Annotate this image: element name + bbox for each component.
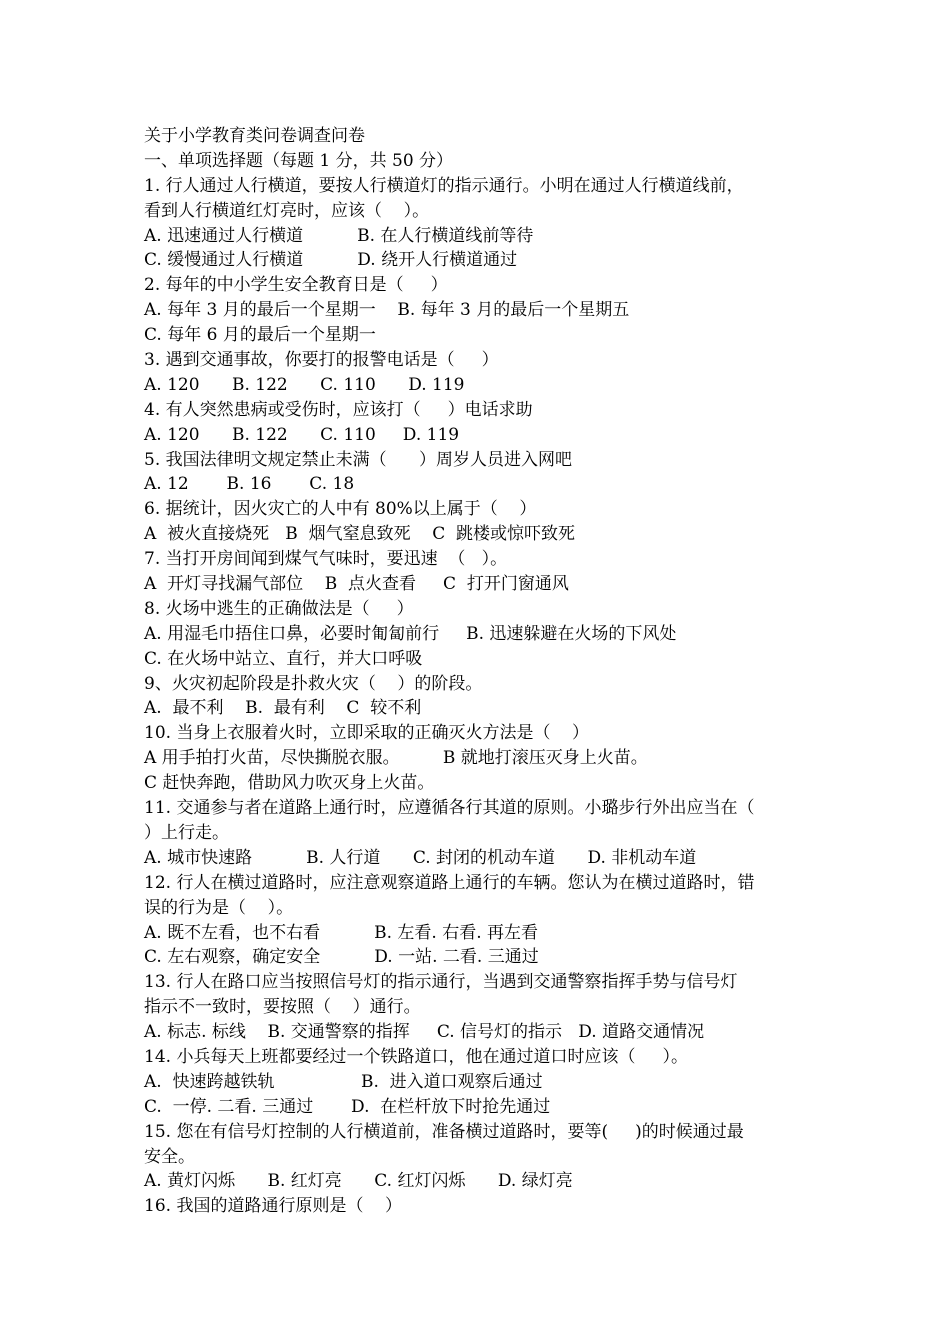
question-12-line-1: 12. 行人在横过道路时，应注意观察道路上通行的车辆。您认为在横过道路时，错 [144, 872, 755, 893]
question-9: 9、火灾初起阶段是扑救火灾（ ）的阶段。 [144, 673, 483, 694]
question-15-options: A. 黄灯闪烁 B. 红灯亮 C. 红灯闪烁 D. 绿灯亮 [144, 1171, 573, 1192]
question-3: 3. 遇到交通事故，你要打的报警电话是（ ） [144, 350, 499, 371]
question-6: 6. 据统计，因火灾亡的人中有 80%以上属于（ ） [144, 499, 537, 520]
question-12-line-2: 误的行为是（ ）。 [144, 897, 294, 918]
question-13-line-1: 13. 行人在路口应当按照信号灯的指示通行，当遇到交通警察指挥手势与信号灯 [144, 972, 738, 993]
question-5-options: A. 12 B. 16 C. 18 [144, 474, 355, 495]
question-6-options: A 被火直接烧死 B 烟气窒息致死 C 跳楼或惊吓致死 [144, 524, 576, 545]
question-9-options: A. 最不利 B. 最有利 C 较不利 [144, 698, 422, 719]
question-13-options: A. 标志. 标线 B. 交通警察的指挥 C. 信号灯的指示 D. 道路交通情况 [144, 1022, 705, 1043]
question-8-options-2: C. 在火场中站立、直行，并大口呼吸 [144, 648, 423, 669]
document-title: 关于小学教育类问卷调查问卷 [144, 126, 365, 146]
question-10: 10. 当身上衣服着火时，立即采取的正确灭火方法是（ ） [144, 723, 590, 744]
document-body [144, 124, 816, 1219]
question-8-options-1: A. 用湿毛巾捂住口鼻，必要时匍匐前行 B. 迅速躲避在火场的下风处 [144, 623, 677, 644]
question-15-line-2: 安全。 [144, 1146, 195, 1167]
question-1-line-1: 1. 行人通过人行横道，要按人行横道灯的指示通行。小明在通过人行横道线前， [144, 175, 744, 196]
section-heading: 一、单项选择题（每题 1 分，共 50 分） [144, 150, 454, 171]
question-8: 8. 火场中逃生的正确做法是（ ） [144, 598, 414, 619]
question-10-options-1: A 用手拍打火苗，尽快撕脱衣服。 B 就地打滚压灭身上火苗。 [144, 748, 648, 769]
question-14-options-2: C. 一停. 二看. 三通过 D. 在栏杆放下时抢先通过 [144, 1096, 551, 1117]
question-14: 14. 小兵每天上班都要经过一个铁路道口，他在通过道口时应该（ ）。 [144, 1046, 688, 1067]
question-15-line-1: 15. 您在有信号灯控制的人行横道前，准备横过道路时，要等( )的时候通过最 [144, 1121, 744, 1142]
question-3-options: A. 120 B. 122 C. 110 D. 119 [144, 374, 465, 395]
question-7: 7. 当打开房间闻到煤气气味时，要迅速 （ ）。 [144, 549, 508, 570]
question-12-options-1: A. 既不左看，也不右看 B. 左看. 右看. 再左看 [144, 922, 539, 943]
question-11-line-1: 11. 交通参与者在道路上通行时，应遵循各行其道的原则。小璐步行外出应当在（ [144, 798, 755, 819]
question-12-options-2: C. 左右观察，确定安全 D. 一站. 二看. 三通过 [144, 947, 539, 968]
question-4: 4. 有人突然患病或受伤时，应该打（ ）电话求助 [144, 399, 533, 420]
question-16: 16. 我国的道路通行原则是（ ） [144, 1196, 403, 1217]
question-13-line-2: 指示不一致时，要按照（ ）通行。 [144, 997, 421, 1018]
question-2-options-2: C. 每年 6 月的最后一个星期一 [144, 325, 376, 346]
question-1-options-1: A. 迅速通过人行横道 B. 在人行横道线前等待 [144, 225, 534, 246]
question-5: 5. 我国法律明文规定禁止未满（ ）周岁人员进入网吧 [144, 449, 573, 470]
question-10-options-2: C 赶快奔跑，借助风力吹灭身上火苗。 [144, 773, 435, 794]
question-4-options: A. 120 B. 122 C. 110 D. 119 [144, 424, 460, 445]
question-7-options: A 开灯寻找漏气部位 B 点火查看 C 打开门窗通风 [144, 574, 569, 595]
question-11-line-2: ）上行走。 [144, 822, 229, 843]
question-11-options: A. 城市快速路 B. 人行道 C. 封闭的机动车道 D. 非机动车道 [144, 847, 697, 868]
question-1-options-2: C. 缓慢通过人行横道 D. 绕开人行横道通过 [144, 250, 518, 271]
question-2-options-1: A. 每年 3 月的最后一个星期一 B. 每年 3 月的最后一个星期五 [144, 300, 630, 321]
question-1-line-2: 看到人行横道红灯亮时，应该（ ）。 [144, 200, 430, 221]
question-2: 2. 每年的中小学生安全教育日是（ ） [144, 275, 448, 296]
question-14-options-1: A. 快速跨越铁轨 B. 进入道口观察后通过 [144, 1071, 543, 1092]
